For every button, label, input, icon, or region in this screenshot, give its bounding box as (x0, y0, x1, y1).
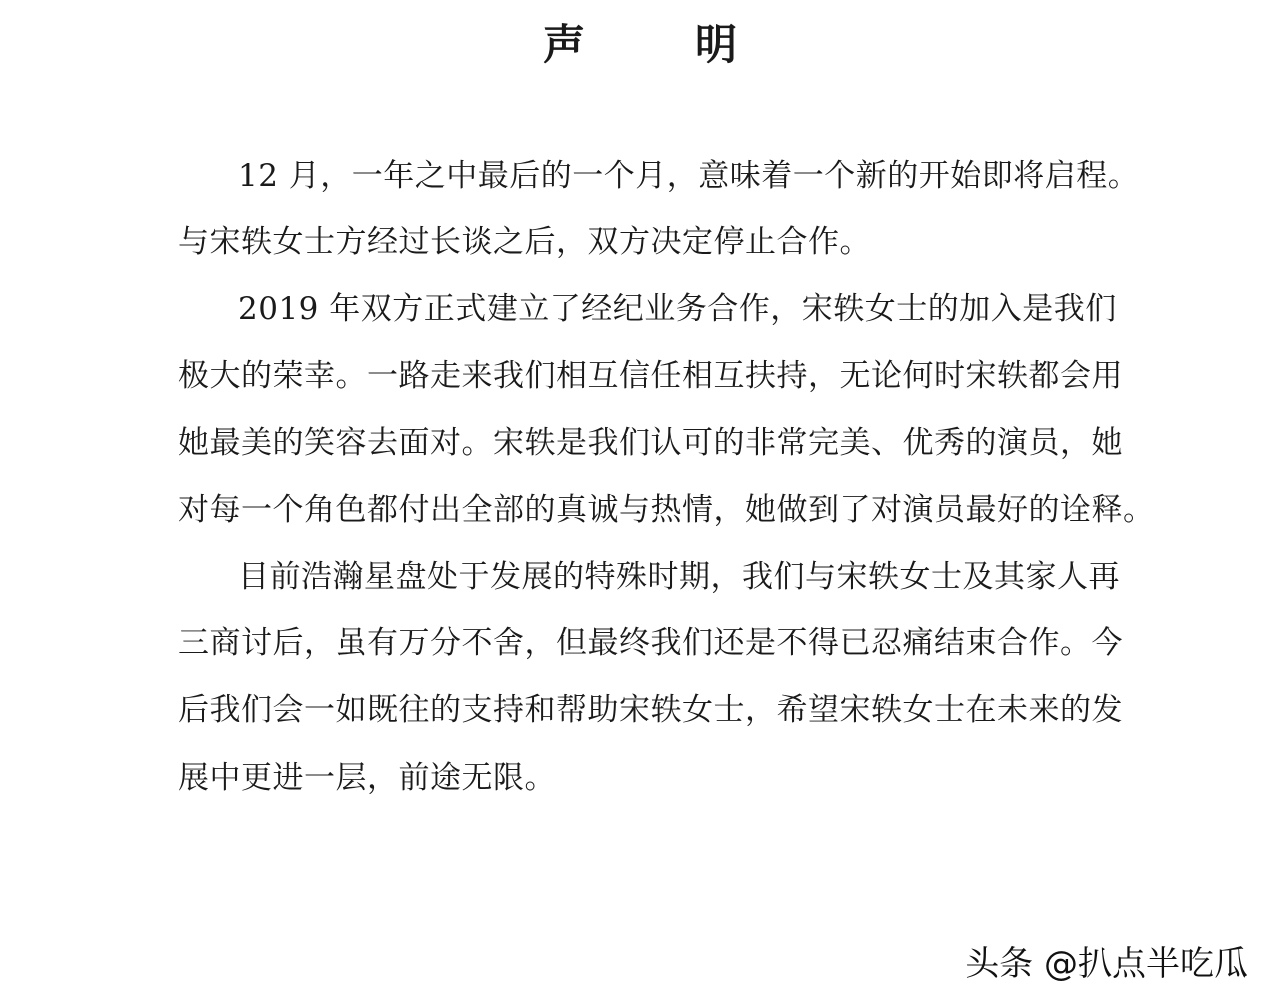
paragraph-2-line-3: 她最美的笑容去面对。宋轶是我们认可的非常完美、优秀的演员，她 (178, 425, 1123, 461)
paragraph-3-line-4: 展中更进一层，前途无限。 (178, 760, 556, 796)
title-char-1: 声 (542, 20, 585, 69)
paragraph-2-line-4: 对每一个角色都付出全部的真诚与热情，她做到了对演员最好的诠释。 (178, 492, 1155, 528)
paragraph-3-line-1: 目前浩瀚星盘处于发展的特殊时期，我们与宋轶女士及其家人再 (238, 559, 1120, 595)
paragraph-2-line-2: 极大的荣幸。一路走来我们相互信任相互扶持，无论何时宋轶都会用 (178, 358, 1123, 394)
paragraph-3-line-3: 后我们会一如既往的支持和帮助宋轶女士，希望宋轶女士在未来的发 (178, 692, 1123, 728)
watermark-label: 头条 @扒点半吃瓜 (965, 944, 1248, 984)
paragraph-1-line-2: 与宋轶女士方经过长谈之后，双方决定停止合作。 (178, 224, 871, 260)
document-title (0, 12, 1280, 72)
title-char-2: 明 (695, 20, 738, 69)
paragraph-1-line-1: 12 月，一年之中最后的一个月，意味着一个新的开始即将启程。 (238, 158, 1140, 194)
paragraph-2-line-1: 2019 年双方正式建立了经纪业务合作，宋轶女士的加入是我们 (238, 291, 1117, 327)
paragraph-3-line-2: 三商讨后，虽有万分不舍，但最终我们还是不得已忍痛结束合作。今 (178, 625, 1123, 661)
